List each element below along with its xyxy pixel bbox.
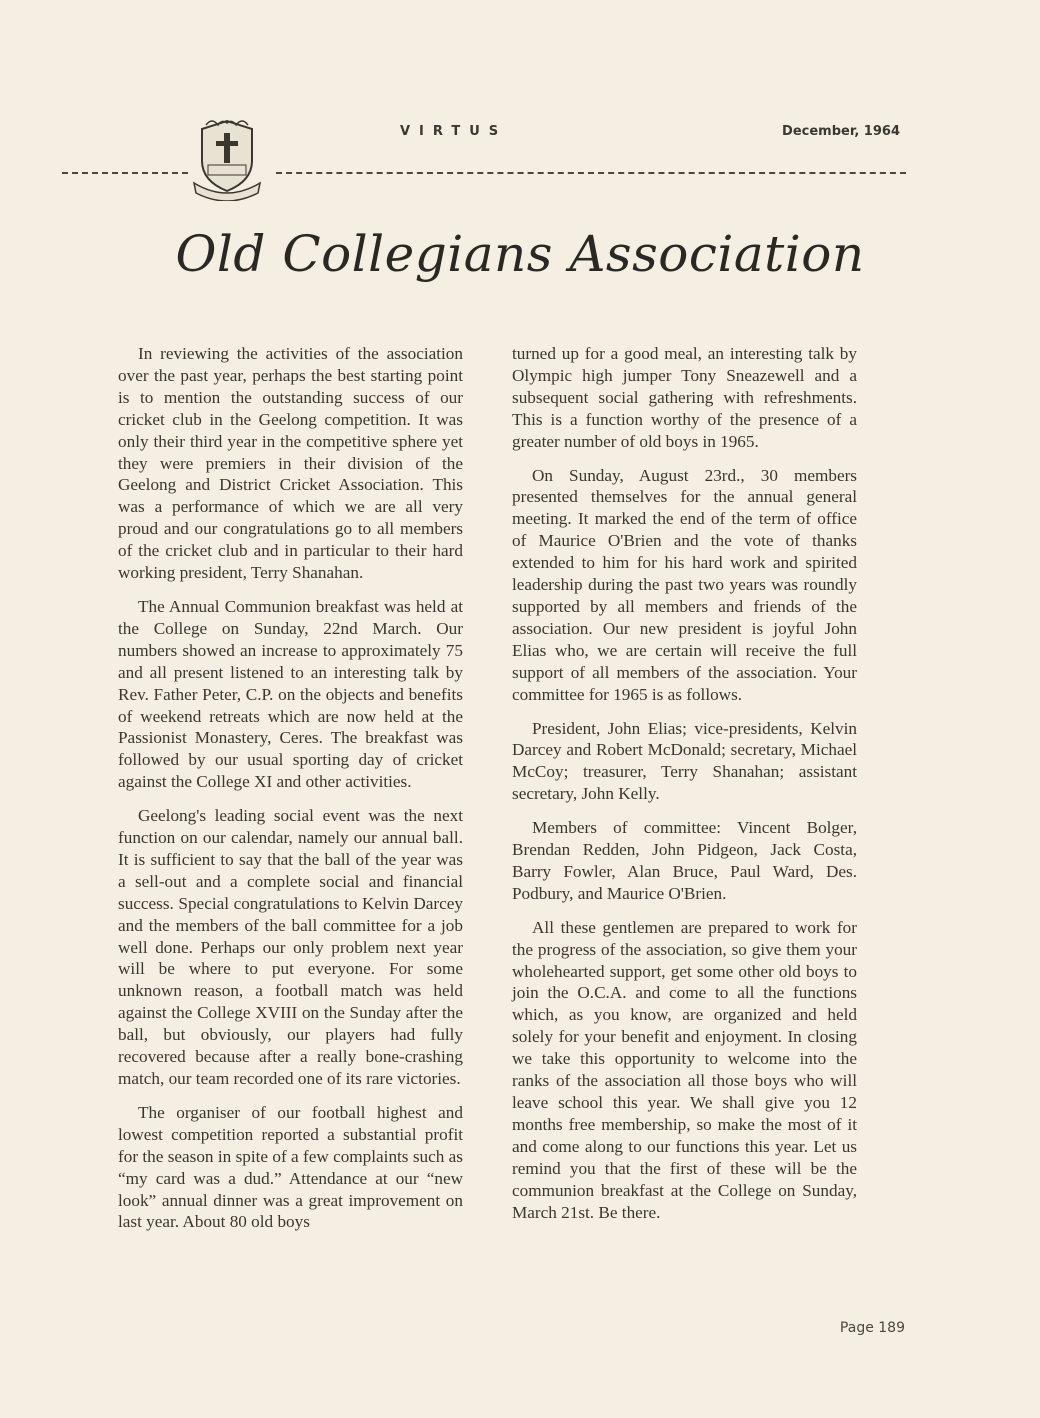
article-title: Old Collegians Association: [175, 225, 865, 283]
paragraph: On Sunday, August 23rd., 30 members presented themselves for the annual general meeting. It marked the end of the term of office of Maurice O'Brien and the vote of thanks extended to him for his hard work and spirited leadership during the past two years was roundly supported by all members and friends of the association. Our new president is joyful John Elias who, we are certain will receive the full support of all members of the association. Your committee for 1965 is as follows.: [512, 465, 857, 704]
header-rule-right: [276, 172, 906, 176]
paragraph: Members of committee: Vincent Bolger, Brendan Redden, John Pidgeon, Jack Costa, Barry Fowler, Alan Bruce, Paul Ward, Des. Podbury, and Maurice O'Brien.: [512, 818, 857, 903]
paragraph: turned up for a good meal, an interesting talk by Olympic high jumper Tony Sneazewell and a subsequent social gathering with refreshments. This is a function worthy of the presence of a greater number of old boys in 1965.: [512, 344, 857, 451]
paragraph: All these gentlemen are prepared to work for the progress of the association, so give them your wholehearted support, get some other old boys to join the O.C.A. and come to all the functions which, as you know, are organized and held solely for your benefit and enjoyment. In closing we take this opportunity to welcome into the ranks of the association all those boys who will leave school this year. We shall give you 12 months free membership, so make the most of it and come along to our functions this year. Let us remind you that the first of these will be the communion breakfast at the College on Sunday, March 21st. Be there.: [512, 917, 857, 1222]
page-number: Page 189: [839, 1320, 905, 1336]
magazine-name: VIRTUS: [400, 124, 508, 139]
header-rule-left: [62, 172, 188, 176]
left-column: [118, 343, 463, 1245]
paragraph: In reviewing the activities of the association over the past year, perhaps the best starting point is to mention the outstanding success of our cricket club in the Geelong competition. It was only their third year in the competitive sphere yet they were premiers in their division of the Geelong and District Cricket Association. This was a performance of which we are all very proud and our congratulations go to all members of the cricket club and in particular to their hard working president, Terry Shanahan.: [118, 344, 463, 583]
issue-date: December, 1964: [782, 124, 900, 139]
paragraph: President, John Elias; vice-presidents, Kelvin Darcey and Robert McDonald; secretary, Michael McCoy; treasurer, Terry Shanahan; assistant secretary, John Kelly.: [512, 718, 857, 804]
paragraph: The organiser of our football highest and lowest competition reported a substantial profit for the season in spite of a few complaints such as “my card was a dud.” Attendance at our “new look” annual dinner was a great improvement on last year. About 80 old boys: [118, 1102, 463, 1232]
college-crest-icon: [192, 117, 262, 201]
right-column: [512, 343, 857, 1235]
paragraph: Geelong's leading social event was the next function on our calendar, namely our annual ball. It is sufficient to say that the ball of the year was a sell-out and a complete social and financial success. Special congratulations to Kelvin Darcey and the members of the ball committee for a job well done. Perhaps our only problem next year will be where to put everyone. For some unknown reason, a football match was held against the College XVIII on the Sunday after the ball, but obviously, our players had fully recovered because after a really bone-crashing match, our team recorded one of its rare victories.: [118, 806, 463, 1088]
paragraph: The Annual Communion breakfast was held at the College on Sunday, 22nd March. Our numbers showed an increase to approximately 75 and all present listened to an interesting talk by Rev. Father Peter, C.P. on the objects and benefits of weekend retreats which are now held at the Passionist Monastery, Ceres. The breakfast was followed by our usual sporting day of cricket against the College XI and other activities.: [118, 596, 463, 792]
